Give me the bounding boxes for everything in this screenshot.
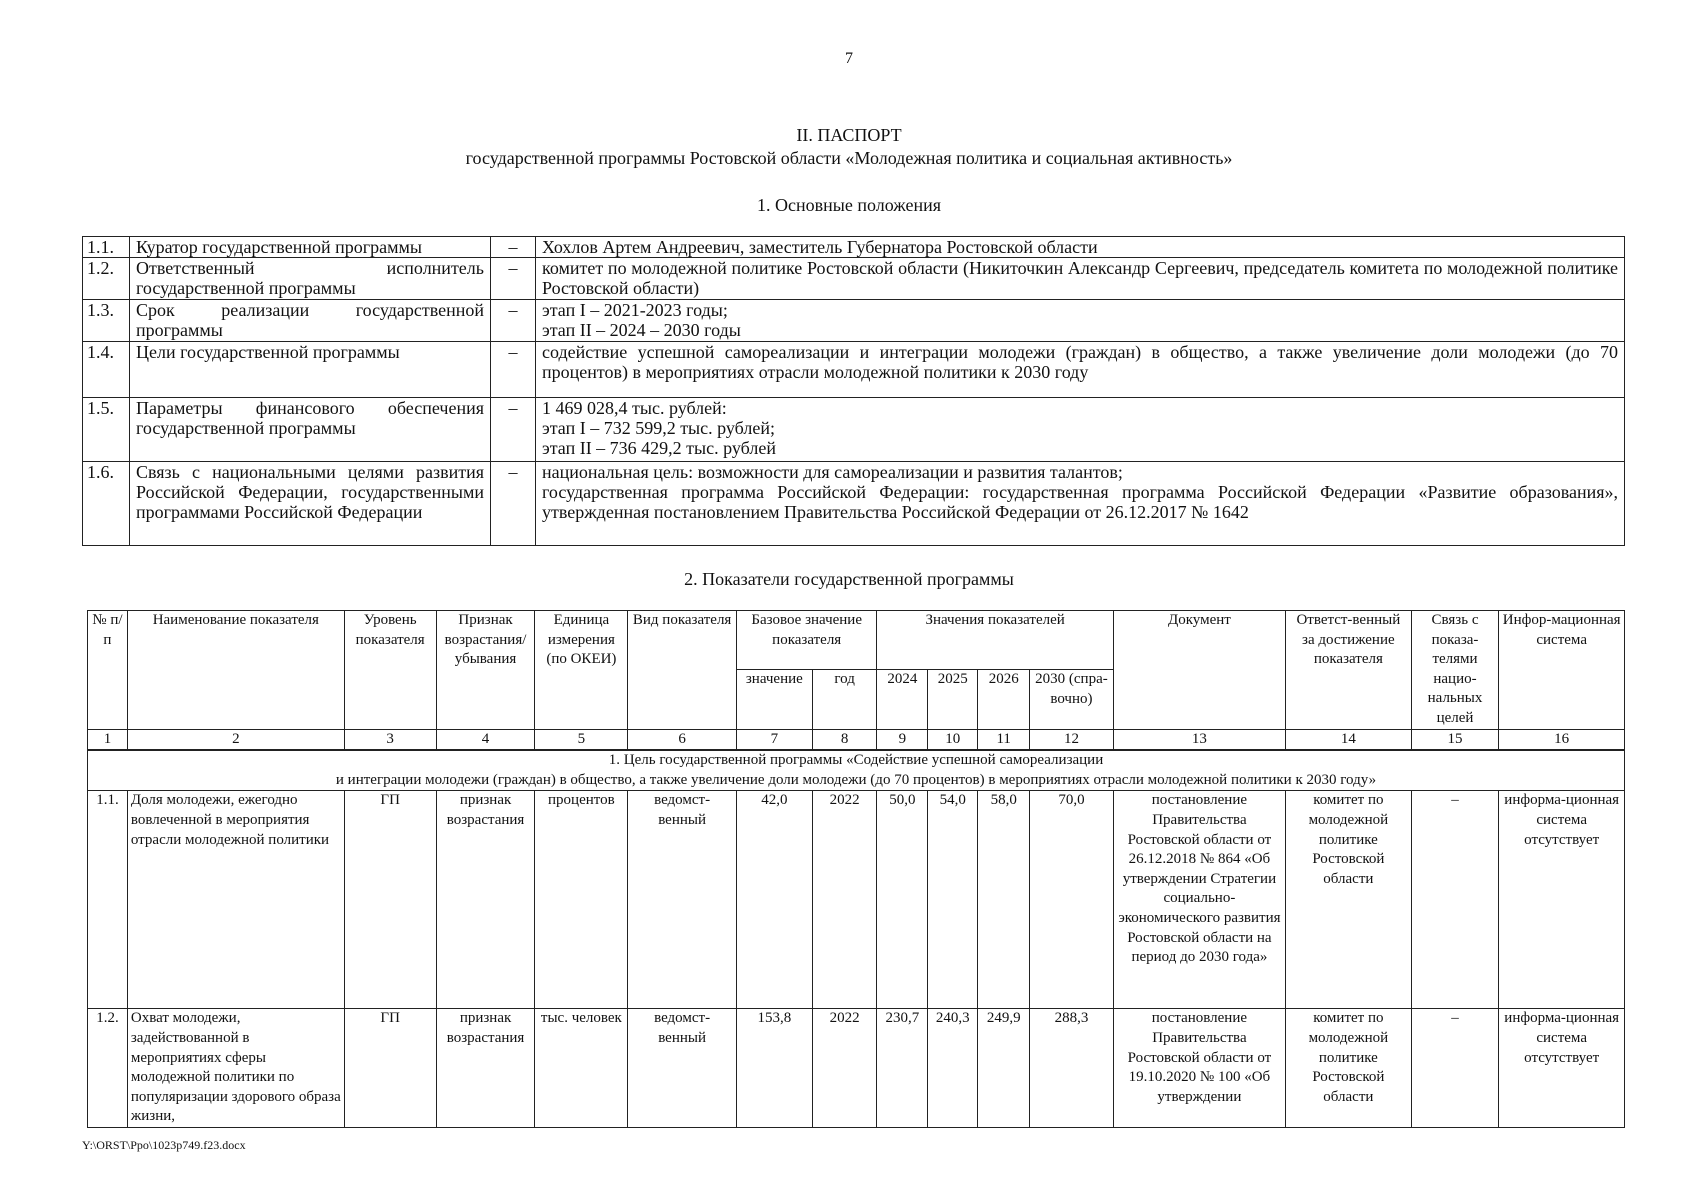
row-number: 1.5.	[83, 398, 130, 462]
row-label: Связь с национальными целями развития Российской Федерации, государственными программами Российской Федерации	[130, 462, 491, 546]
header-base-year: год	[812, 670, 877, 729]
passport-subtitle: государственной программы Ростовской области «Молодежная политика и социальная активность»	[465, 148, 1233, 168]
row-value	[536, 398, 1625, 462]
value-line: этап II – 2024 – 2030 годы	[542, 320, 741, 340]
cell-2030: 70,0	[1030, 791, 1114, 1009]
value-line: национальная цель: возможности для самореализации и развития талантов;	[542, 462, 1123, 482]
col-number: 8	[812, 729, 877, 750]
col-number: 3	[344, 729, 436, 750]
col-number: 16	[1499, 729, 1625, 750]
header-link: Связь с показа-телями нацио-нальных целей	[1411, 611, 1499, 730]
goal-line: и интеграции молодежи (граждан) в общество, а также увеличение доли молодежи (до 70 процентов) в мероприятиях отрасли молодежной политики к 2030 году»	[335, 771, 1377, 788]
table-row	[88, 791, 1625, 1009]
passport-row	[83, 342, 1625, 398]
row-dash: –	[491, 398, 536, 462]
row-value	[536, 300, 1625, 342]
row-number: 1.1.	[83, 237, 130, 258]
goal-cell	[88, 750, 1625, 791]
cell-num: 1.1.	[88, 791, 128, 1009]
value-line: государственная программа Российской Федерации: государственная программа Российской Федерации «Развитие образования», утвержденная постановлением Правительства Российской Федерации от 26.12.2017 № 1642	[542, 482, 1618, 522]
header-responsible: Ответст-венный за достижение показателя	[1286, 611, 1412, 730]
passport-row	[83, 398, 1625, 462]
row-label: Куратор государственной программы	[130, 237, 491, 258]
header-2024: 2024	[877, 670, 928, 729]
passport-row	[83, 258, 1625, 300]
cell-system: информа-ционная система отсутствует	[1499, 791, 1625, 1009]
col-number: 11	[978, 729, 1030, 750]
header-row-1	[88, 611, 1625, 670]
row-label: Ответственный исполнитель государственной программы	[130, 258, 491, 300]
col-number: 14	[1286, 729, 1412, 750]
cell-unit: тыс. человек	[535, 1009, 628, 1128]
table-row	[88, 1009, 1625, 1128]
file-path-footer: Y:\ORST\Ppo\1023p749.f23.docx	[82, 1138, 246, 1152]
col-number: 13	[1113, 729, 1285, 750]
cell-sign: признак возрастания	[436, 791, 535, 1009]
col-number: 10	[928, 729, 978, 750]
cell-level: ГП	[344, 1009, 436, 1128]
section2-title: 2. Показатели государственной программы	[684, 569, 1014, 589]
row-dash: –	[491, 258, 536, 300]
value-line: 1 469 028,4 тыс. рублей:	[542, 398, 727, 418]
page-number: 7	[845, 50, 853, 67]
row-dash: –	[491, 300, 536, 342]
passport-table	[82, 236, 1625, 546]
cell-2026: 58,0	[978, 791, 1030, 1009]
cell-link: –	[1411, 791, 1499, 1009]
cell-base-year: 2022	[812, 791, 877, 1009]
header-num: № п/п	[88, 611, 128, 730]
col-number: 4	[436, 729, 535, 750]
row-label: Цели государственной программы	[130, 342, 491, 398]
cell-responsible: комитет по молодежной политике Ростовской области	[1286, 791, 1412, 1009]
header-type: Вид показателя	[628, 611, 737, 730]
row-number: 1.4.	[83, 342, 130, 398]
value-line: этап II – 736 429,2 тыс. рублей	[542, 438, 776, 458]
cell-2030: 288,3	[1030, 1009, 1114, 1128]
passport-row	[83, 237, 1625, 258]
header-level: Уровень показателя	[344, 611, 436, 730]
row-value	[536, 462, 1625, 546]
row-value: содействие успешной самореализации и интеграции молодежи (граждан) в общество, а также увеличение доли молодежи (до 70 процентов) в мероприятиях отрасли молодежной политики к 2030 году	[536, 342, 1625, 398]
header-system: Инфор-мационная система	[1499, 611, 1625, 730]
cell-type: ведомст-венный	[628, 791, 737, 1009]
passport-header	[0, 124, 1698, 170]
row-label: Параметры финансового обеспечения государственной программы	[130, 398, 491, 462]
cell-num: 1.2.	[88, 1009, 128, 1128]
section1-title: 1. Основные положения	[757, 195, 941, 215]
row-label: Срок реализации государственной программы	[130, 300, 491, 342]
header-document: Документ	[1113, 611, 1285, 730]
goal-line: 1. Цель государственной программы «Содействие успешной самореализации	[608, 752, 1104, 769]
cell-2026: 249,9	[978, 1009, 1030, 1128]
header-name: Наименование показателя	[127, 611, 344, 730]
row-dash: –	[491, 237, 536, 258]
header-2030: 2030 (спра-вочно)	[1030, 670, 1114, 729]
col-number: 6	[628, 729, 737, 750]
col-number: 15	[1411, 729, 1499, 750]
cell-document: постановление Правительства Ростовской области от 26.12.2018 № 864 «Об утверждении Стратегии социально-экономического развития Ростовской области на период до 2030 года»	[1113, 791, 1285, 1009]
cell-unit: процентов	[535, 791, 628, 1009]
cell-document: постановление Правительства Ростовской области от 19.10.2020 № 100 «Об утверждении	[1113, 1009, 1285, 1128]
row-dash: –	[491, 462, 536, 546]
col-number: 12	[1030, 729, 1114, 750]
header-base: Базовое значение показателя	[736, 611, 877, 670]
cell-2024: 50,0	[877, 791, 928, 1009]
cell-base-year: 2022	[812, 1009, 877, 1128]
col-number: 9	[877, 729, 928, 750]
cell-sign: признак возрастания	[436, 1009, 535, 1128]
cell-name: Охват молодежи, задействованной в мероприятиях сферы молодежной политики по популяризации здорового образа жизни,	[127, 1009, 344, 1128]
cell-name: Доля молодежи, ежегодно вовлеченной в мероприятия отрасли молодежной политики	[127, 791, 344, 1009]
passport-row	[83, 462, 1625, 546]
header-values: Значения показателей	[877, 611, 1113, 670]
header-2025: 2025	[928, 670, 978, 729]
column-numbers-row	[88, 729, 1625, 750]
cell-2025: 240,3	[928, 1009, 978, 1128]
passport-title: II. ПАСПОРТ	[796, 125, 902, 145]
header-base-value: значение	[736, 670, 812, 729]
value-line: этап I – 2021-2023 годы;	[542, 300, 728, 320]
cell-level: ГП	[344, 791, 436, 1009]
value-line: этап I – 732 599,2 тыс. рублей;	[542, 418, 775, 438]
col-number: 5	[535, 729, 628, 750]
indicators-table	[87, 610, 1625, 1128]
row-value: комитет по молодежной политике Ростовской области (Никиточкин Александр Сергеевич, председатель комитета по молодежной политике Ростовской области)	[536, 258, 1625, 300]
row-value: Хохлов Артем Андреевич, заместитель Губернатора Ростовской области	[536, 237, 1625, 258]
cell-link: –	[1411, 1009, 1499, 1128]
passport-row	[83, 300, 1625, 342]
cell-responsible: комитет по молодежной политике Ростовской области	[1286, 1009, 1412, 1128]
header-sign: Признак возрастания/ убывания	[436, 611, 535, 730]
cell-2025: 54,0	[928, 791, 978, 1009]
col-number: 7	[736, 729, 812, 750]
col-number: 1	[88, 729, 128, 750]
row-number: 1.6.	[83, 462, 130, 546]
row-number: 1.3.	[83, 300, 130, 342]
row-dash: –	[491, 342, 536, 398]
header-unit: Единица измерения (по ОКЕИ)	[535, 611, 628, 730]
row-number: 1.2.	[83, 258, 130, 300]
header-2026: 2026	[978, 670, 1030, 729]
cell-base-value: 153,8	[736, 1009, 812, 1128]
col-number: 2	[127, 729, 344, 750]
cell-type: ведомст-венный	[628, 1009, 737, 1128]
goal-row	[88, 750, 1625, 791]
cell-2024: 230,7	[877, 1009, 928, 1128]
cell-base-value: 42,0	[736, 791, 812, 1009]
cell-system: информа-ционная система отсутствует	[1499, 1009, 1625, 1128]
